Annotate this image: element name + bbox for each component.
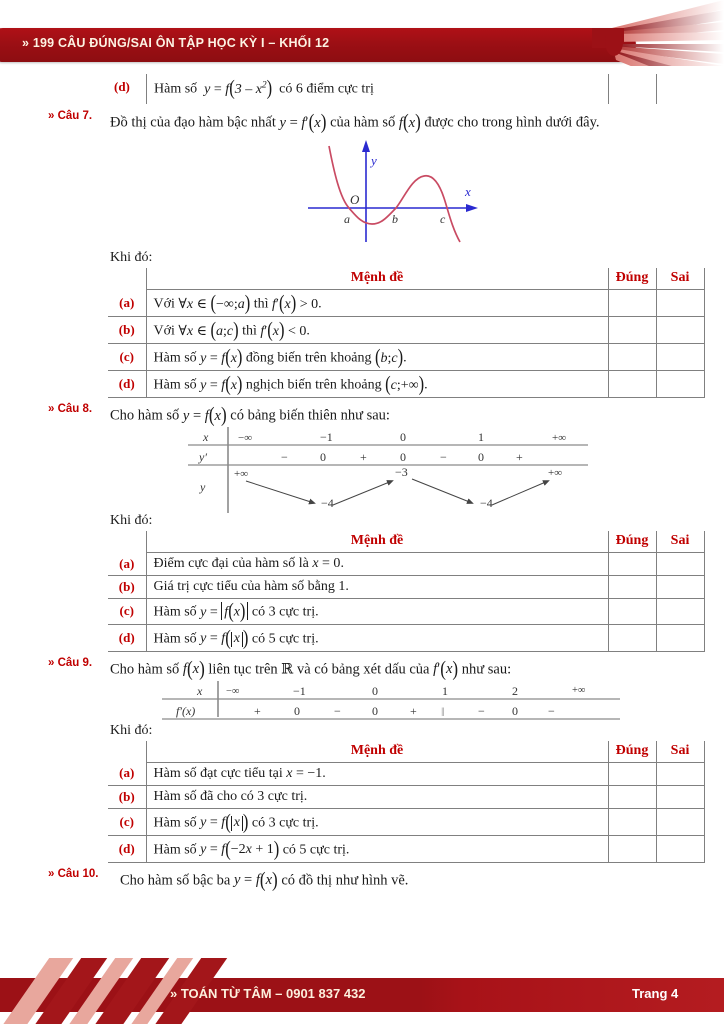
var-sign-5: 0 [478,450,484,464]
row-label: (a) [108,553,146,576]
cell-false[interactable] [656,835,704,862]
sign-x-val-5: +∞ [572,684,586,696]
question-10 [0,868,724,890]
sign-val-5: ‖ [441,703,445,719]
table-row [108,785,704,808]
footer-brand: » TOÁN TỪ TÂM – 0901 837 432 [170,986,366,1001]
top-partial-table-row [108,74,704,104]
x-mark-a: a [344,212,350,226]
cell-false[interactable] [656,624,704,651]
variation-table-svg [0,425,724,513]
figure-sign-table [0,679,724,723]
question-10-number: » Câu 10. [48,867,99,880]
row-statement: Giá trị cực tiểu của hàm số bằng 1. [146,576,608,599]
var-x-val-0: −∞ [238,432,253,444]
cell-true[interactable] [608,599,656,625]
sign-val-3: 0 [372,703,378,718]
header-statement: Mệnh đề [146,741,608,763]
sign-val-6: − [478,703,485,718]
top-partial-row-text: Hàm số $y = f(3 - x^2)$ có 6 điểm cực trị [154,75,374,100]
header-statement: Mệnh đề [146,531,608,553]
row-label-d: (d) [114,79,130,94]
row-label: (d) [108,624,146,651]
cell-false[interactable] [656,317,704,344]
row-statement: Với ∀x ∈ (−∞;a) thì f′(x) > 0. [146,290,608,317]
question-8-prompt: Cho hàm số y = f(x) có bảng biến thiên như sau: [110,402,390,427]
table-header-row [108,531,704,553]
row-label: (b) [108,576,146,599]
question-8-statement-table [108,531,705,652]
cell-true[interactable] [608,344,656,371]
question-8-then: Khi đó: [110,513,153,528]
sign-val-0: + [254,703,261,718]
sign-row-label-fprime: f′(x) [176,703,196,718]
question-7-number: » Câu 7. [48,110,93,122]
cell-true[interactable] [608,624,656,651]
table-row [108,576,704,599]
question-8-number: » Câu 8. [48,403,93,415]
var-y-val-2: −3 [395,465,408,479]
var-x-val-4: +∞ [552,432,567,444]
derivative-graph-svg [0,132,724,250]
header-true: Đúng [608,531,656,553]
var-sign-2: + [360,450,367,464]
var-sign-6: + [516,450,523,464]
cell-true[interactable] [608,576,656,599]
var-row-label-x: x [203,430,209,444]
page-content [0,66,724,890]
sign-x-val-1: −1 [293,683,306,698]
var-row-label-yprime: y′ [199,450,207,464]
var-sign-0: − [281,450,288,464]
var-sign-3: 0 [400,450,406,464]
figure-variation-table [0,425,724,513]
row-label: (a) [108,290,146,317]
header-true: Đúng [608,741,656,763]
cell-false[interactable] [656,553,704,576]
row-label: (a) [108,762,146,785]
row-statement: Hàm số y = f(−2x + 1) có 5 cực trị. [146,835,608,862]
question-7-then: Khi đó: [110,250,153,265]
var-x-val-2: 0 [400,430,406,444]
var-sign-1: 0 [320,450,326,464]
table-header-row [108,268,704,290]
row-statement: Hàm số y = f(x) nghịch biến trên khoảng (c;+∞). [146,371,608,398]
header-statement: Mệnh đề [146,268,608,290]
question-7 [0,110,724,132]
cell-true[interactable] [608,808,656,835]
header-blank [108,741,146,763]
var-sign-4: − [440,450,447,464]
sign-val-1: 0 [294,703,300,718]
sign-row-label-x: x [197,683,203,698]
cell-false[interactable] [656,344,704,371]
sign-val-2: − [334,703,341,718]
header-blank [108,268,146,290]
cell-false[interactable] [656,290,704,317]
var-y-val-0: +∞ [234,468,249,480]
row-statement: Hàm số đạt cực tiểu tại x = −1. [146,762,608,785]
question-7-prompt: Đồ thị của đạo hàm bậc nhất y = f′(x) của hàm số f(x) được cho trong hình dưới đây. [110,109,600,134]
figure-derivative-graph [0,132,724,250]
cell-true[interactable] [608,290,656,317]
cell-true[interactable] [608,785,656,808]
table-row [108,290,704,317]
var-y-val-1: −4 [321,496,334,510]
header-true: Đúng [608,268,656,290]
sign-x-val-4: 2 [512,683,518,698]
sign-val-8: − [548,703,555,718]
table-row [108,808,704,835]
row-label: (c) [108,599,146,625]
var-arrow-down-1 [246,481,314,503]
table-row [108,317,704,344]
axis-label-y: y [371,153,377,168]
row-statement: Hàm số y = f(x) có 3 cực trị. [146,599,608,625]
var-x-val-3: 1 [478,430,484,444]
sign-x-val-3: 1 [442,683,448,698]
cell-false[interactable] [656,762,704,785]
sign-val-4: + [410,703,417,718]
var-row-label-y: y [200,480,206,494]
row-label: (d) [108,835,146,862]
header-false: Sai [656,531,704,553]
table-row [108,624,704,651]
sign-val-7: 0 [512,703,518,718]
var-y-val-3: −4 [480,496,493,510]
header-fan-decoration [592,0,724,66]
question-9 [0,657,724,679]
table-header-row [108,741,704,763]
sign-table-svg [0,679,724,723]
cell-false[interactable] [656,576,704,599]
cell-false[interactable] [656,599,704,625]
cell-true[interactable] [608,553,656,576]
row-label: (b) [108,785,146,808]
var-arrow-down-2 [412,479,472,503]
var-y-val-4: +∞ [548,467,563,479]
footer-page-number: Trang 4 [632,986,679,1001]
question-9-prompt: Cho hàm số f(x) liên tục trên ℝ và có bảng xét dấu của f′(x) như sau: [110,656,512,680]
cell-false[interactable] [656,371,704,398]
question-8 [0,403,724,425]
sign-x-val-2: 0 [372,683,378,698]
header-blank [108,531,146,553]
question-9-statement-table [108,741,705,863]
question-9-then: Khi đó: [110,722,153,738]
cell-true[interactable] [608,835,656,862]
x-mark-c: c [440,212,446,226]
table-row [108,599,704,625]
var-x-val-1: −1 [320,430,333,444]
header-title: » 199 CÂU ĐÚNG/SAI ÔN TẬP HỌC KỲ I – KHỐI 12 [22,36,330,50]
cell-false[interactable] [656,785,704,808]
row-statement: Hàm số y = f( x ) có 3 cực trị. [146,808,608,835]
row-label: (c) [108,808,146,835]
row-statement: Hàm số đã cho có 3 cực trị. [146,785,608,808]
sign-x-val-0: −∞ [226,685,240,697]
var-arrow-up-2 [492,481,548,505]
header-false: Sai [656,741,704,763]
row-statement: Hàm số y = f( x ) có 5 cực trị. [146,624,608,651]
page-header [0,0,724,66]
cell-true[interactable] [608,762,656,785]
question-10-prompt: Cho hàm số bậc ba y = f(x) có đồ thị như hình vẽ. [120,867,409,891]
row-label: (b) [108,317,146,344]
row-statement: Hàm số y = f(x) đồng biến trên khoảng (b;c). [146,344,608,371]
page-footer [0,958,724,1024]
question-9-number: » Câu 9. [48,656,93,669]
table-row [108,835,704,862]
row-statement: Điểm cực đại của hàm số là x = 0. [146,553,608,576]
question-7-statement-table [108,268,705,398]
cell-true[interactable] [608,317,656,344]
table-row [108,344,704,371]
cell-false[interactable] [656,808,704,835]
row-label: (c) [108,344,146,371]
header-false: Sai [656,268,704,290]
axis-label-x: x [465,184,471,199]
origin-label: O [350,192,360,207]
table-row [108,371,704,398]
var-arrow-up-1 [333,481,392,505]
table-row [108,553,704,576]
row-statement: Với ∀x ∈ (a;c) thì f′(x) < 0. [146,317,608,344]
table-row [108,762,704,785]
x-mark-b: b [392,212,398,226]
cell-true[interactable] [608,371,656,398]
row-label: (d) [108,371,146,398]
